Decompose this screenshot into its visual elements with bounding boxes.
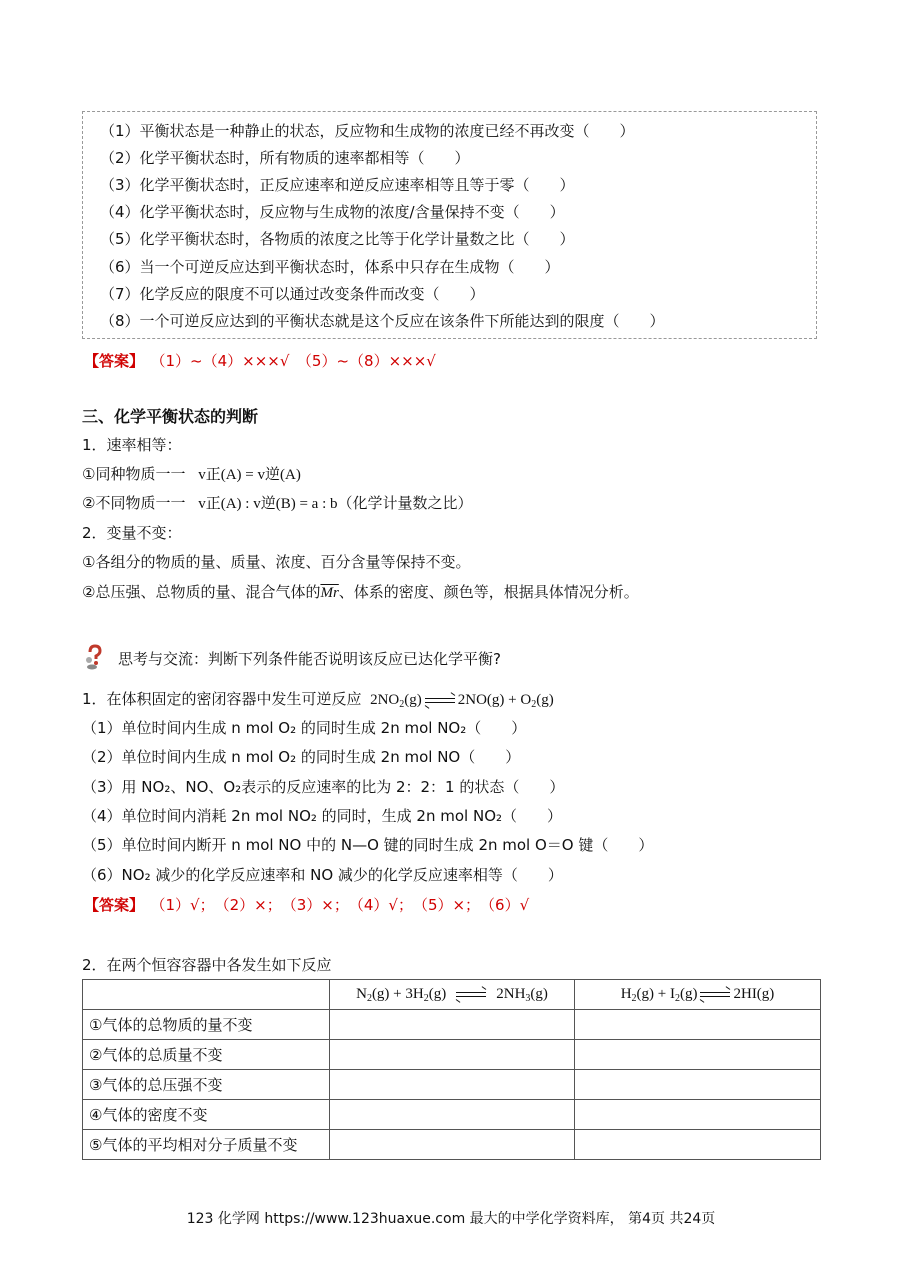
reaction-table — [82, 979, 821, 1160]
question-stem-text: 1．在体积固定的密闭容器中发生可逆反应 — [82, 690, 362, 708]
table-header-reaction-1: $N_2(g) + 3H_2(g)$ $2NH_3(g)$ — [330, 980, 575, 1010]
molar-mass-symbol: $\overline{Mr}$ — [320, 585, 339, 601]
rate-formula: v正(A) : v逆(B) = a : b — [198, 496, 338, 512]
question-stem: 2．在两个恒容容器中各发生如下反应 — [82, 956, 332, 974]
answer-cell[interactable] — [330, 1100, 575, 1130]
table-row — [83, 1040, 821, 1070]
table-row — [83, 1070, 821, 1100]
paragraph — [82, 492, 473, 513]
paragraph: ①各组分的物质的量、质量、浓度、百分含量等保持不变。 — [82, 553, 471, 571]
paragraph-suffix: （化学计量数之比） — [337, 494, 473, 512]
paragraph: 1．速率相等： — [82, 436, 182, 454]
row-label: ⑤气体的平均相对分子质量不变 — [83, 1130, 330, 1160]
page-footer: 123 化学网 https://www.123huaxue.com 最大的中学化学资料库， 第4页 共24页 — [186, 1211, 716, 1227]
row-label: ④气体的密度不变 — [83, 1100, 330, 1130]
equilibrium-arrow-icon — [456, 990, 486, 1000]
answer-cell[interactable] — [575, 1100, 821, 1130]
question-item: （4）单位时间内消耗 2n mol NO₂ 的同时，生成 2n mol NO₂（ ） — [82, 807, 563, 825]
question-item: （6）NO₂ 减少的化学反应速率和 NO 减少的化学反应速率相等（ ） — [82, 866, 563, 884]
question-stem — [82, 688, 554, 709]
box-item: （7）化学反应的限度不可以通过改变条件而改变（ ） — [100, 285, 485, 303]
box-item: （4）化学平衡状态时，反应物与生成物的浓度/含量保持不变（ ） — [100, 203, 565, 221]
table-header-cell — [83, 980, 330, 1010]
table-header-row — [83, 980, 821, 1010]
answer-cell[interactable] — [575, 1070, 821, 1100]
question-item: （2）单位时间内生成 n mol O₂ 的同时生成 2n mol NO（ ） — [82, 748, 521, 766]
answer-cell[interactable] — [330, 1040, 575, 1070]
box-item: （5）化学平衡状态时，各物质的浓度之比等于化学计量数之比（ ） — [100, 230, 575, 248]
box-item: （3）化学平衡状态时，正反应速率和逆反应速率相等且等于零（ ） — [100, 176, 575, 194]
answer-cell[interactable] — [575, 1040, 821, 1070]
table-row — [83, 1130, 821, 1160]
table-header-reaction-2: $H_2(g) + I_2(g)$ 2HI(g) — [575, 980, 821, 1010]
paragraph — [82, 581, 639, 602]
paragraph-suffix: 、体系的密度、颜色等，根据具体情况分析。 — [338, 583, 639, 601]
paragraph-prefix: ②不同物质一一 — [82, 494, 186, 512]
paragraph: 2．变量不变： — [82, 524, 182, 542]
rate-formula: v正(A) = v逆(A) — [198, 467, 301, 483]
row-label: ③气体的总压强不变 — [83, 1070, 330, 1100]
box-item: （2）化学平衡状态时，所有物质的速率都相等（ ） — [100, 149, 470, 167]
table-row — [83, 1010, 821, 1040]
paragraph-prefix: ①同种物质一一 — [82, 465, 186, 483]
answer-label: 【答案】 — [84, 896, 145, 914]
answer-block-1 — [84, 350, 436, 371]
box-item: （8）一个可逆反应达到的平衡状态就是这个反应在该条件下所能达到的限度（ ） — [100, 312, 665, 330]
answer-cell[interactable] — [330, 1070, 575, 1100]
answer-cell[interactable] — [330, 1010, 575, 1040]
row-label: ②气体的总质量不变 — [83, 1040, 330, 1070]
box-item: （6）当一个可逆反应达到平衡状态时，体系中只存在生成物（ ） — [100, 258, 560, 276]
question-person-icon — [84, 644, 106, 670]
box-item: （1）平衡状态是一种静止的状态，反应物和生成物的浓度已经不再改变（ ） — [100, 122, 635, 140]
answer-label: 【答案】 — [84, 352, 145, 370]
think-discuss-text: 思考与交流：判断下列条件能否说明该反应已达化学平衡? — [118, 650, 501, 668]
question-item: （5）单位时间内断开 n mol NO 中的 N—O 键的同时生成 2n mol O＝O 键（ ） — [82, 836, 654, 854]
row-label: ①气体的总物质的量不变 — [83, 1010, 330, 1040]
equilibrium-arrow-icon — [700, 990, 730, 1000]
true-false-box — [82, 111, 817, 339]
question-item: （3）用 NO₂、NO、O₂表示的反应速率的比为 2：2：1 的状态（ ） — [82, 778, 565, 796]
answer-text: （1）√； （2）×； （3）×； （4）√； （5）×； （6）√ — [158, 896, 530, 914]
answer-text: （1）~（4）×××√ （5）~（8）×××√ — [158, 352, 436, 370]
paragraph — [82, 463, 301, 484]
question-item: （1）单位时间内生成 n mol O₂ 的同时生成 2n mol NO₂（ ） — [82, 719, 527, 737]
equilibrium-arrow-icon — [425, 696, 455, 706]
reaction-equation: $2NO_2(g)$ $2NO(g) + O_2(g)$ — [366, 692, 554, 710]
answer-block-2 — [84, 894, 529, 915]
answer-cell[interactable] — [330, 1130, 575, 1160]
answer-cell[interactable] — [575, 1010, 821, 1040]
section-title: 三、化学平衡状态的判断 — [82, 407, 259, 426]
table-row — [83, 1100, 821, 1130]
answer-cell[interactable] — [575, 1130, 821, 1160]
paragraph-prefix: ②总压强、总物质的量、混合气体的 — [82, 583, 321, 601]
